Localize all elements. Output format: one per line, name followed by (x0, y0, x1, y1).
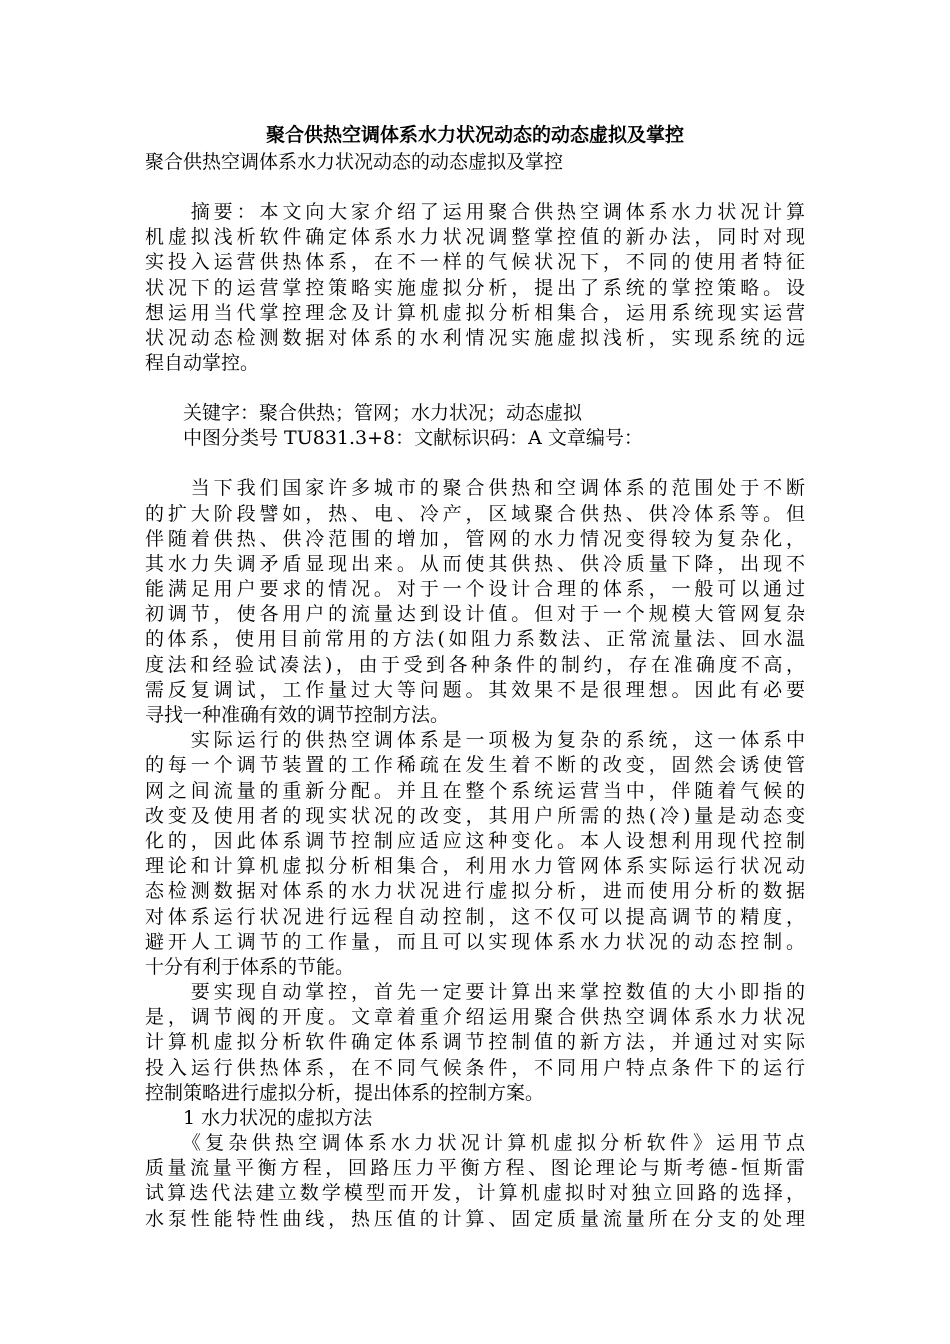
paragraph-line: 计算机虚拟分析软件确定体系调节控制值的新方法，并通过对实际 (145, 1031, 805, 1054)
keywords-line: 关键字：聚合供热；管网；水力状况；动态虚拟 (145, 402, 583, 425)
abstract-line: 程自动掌控。 (145, 352, 260, 375)
paragraph-line: 避开人工调节的工作量，而且可以实现体系水力状况的动态控制。 (145, 930, 805, 953)
spacer (145, 451, 805, 476)
paragraph-line: 度法和经验试凑法)，由于受到各种条件的制约，存在准确度不高， (145, 653, 805, 676)
section-heading: 1 水力状况的虚拟方法 (145, 1107, 373, 1129)
paragraph-line: 的扩大阶段譬如，热、电、冷产，区域聚合供热、供冷体系等。但 (145, 502, 805, 525)
paragraph-line: 控制策略进行虚拟分析，提出体系的控制方案。 (145, 1081, 545, 1104)
classification-line: 中图分类号 TU831.3+8：文献标识码：A 文章编号： (145, 427, 643, 450)
paragraph-line: 其水力失调矛盾显现出来。从而使其供热、供冷质量下降，出现不 (145, 552, 805, 575)
paragraph-line: 改变及使用者的现实状况的改变，其用户所需的热(冷)量是动态变 (145, 804, 805, 827)
paragraph-line: 伴随着供热、供冷范围的增加，管网的水力情况变得较为复杂化， (145, 527, 805, 550)
paragraph-line: 的每一个调节装置的工作稀疏在发生着不断的改变，固然会诱使管 (145, 754, 805, 777)
paragraph-line: 的体系，使用目前常用的方法(如阻力系数法、正常流量法、回水温 (145, 628, 805, 651)
abstract-line: 状况下的运营掌控策略实施虚拟分析，提出了系统的掌控策略。设 (145, 276, 805, 299)
abstract-line: 摘要：本文向大家介绍了运用聚合供热空调体系水力状况计算 (145, 201, 805, 223)
document-title: 聚合供热空调体系水力状况动态的动态虚拟及掌控 (265, 124, 684, 146)
paragraph-line: 能满足用户要求的情况。对于一个设计合理的体系，一般可以通过 (145, 578, 805, 601)
paragraph-line: 理论和计算机虚拟分析相集合，利用水力管网体系实际运行状况动 (145, 855, 805, 878)
body-paragraph-2 (145, 728, 805, 980)
paragraph-line: 是，调节阀的开度。文章着重介绍运用聚合供热空调体系水力状况 (145, 1006, 805, 1029)
abstract-paragraph (145, 200, 805, 376)
abstract-line: 想运用当代掌控理念及计算机虚拟分析相集合，运用系统现实运营 (145, 301, 805, 324)
body-paragraph-1 (145, 476, 805, 728)
body-paragraph-4 (145, 1131, 805, 1232)
spacer (145, 175, 805, 200)
paragraph-line: 化的，因此体系调节控制应适应这种变化。本人设想利用现代控制 (145, 829, 805, 852)
abstract-line: 机虚拟浅析软件确定体系水力状况调整掌控值的新办法，同时对现 (145, 226, 805, 249)
paragraph-line: 水泵性能特性曲线，热压值的计算、固定质量流量所在分支的处理 (145, 1207, 805, 1230)
paragraph-line: 初调节，使各用户的流量达到设计值。但对于一个规模大管网复杂 (145, 603, 805, 626)
paragraph-line: 投入运行供热体系，在不同气候条件，不同用户特点条件下的运行 (145, 1056, 805, 1079)
paragraph-line: 对体系运行状况进行远程自动控制，这不仅可以提高调节的精度， (145, 905, 805, 928)
paragraph-line: 试算迭代法建立数学模型而开发，计算机虚拟时对独立回路的选择， (145, 1182, 805, 1205)
abstract-line: 状况动态检测数据对体系的水利情况实施虚拟浅析，实现系统的远 (145, 326, 805, 349)
paragraph-line: 实际运行的供热空调体系是一项极为复杂的系统，这一体系中 (145, 729, 805, 752)
abstract-line: 实投入运营供热体系，在不一样的气候状况下，不同的使用者特征 (145, 251, 805, 274)
document-page (145, 120, 805, 1232)
paragraph-line: 要实现自动掌控，首先一定要计算出来掌控数值的大小即指的 (145, 981, 805, 1004)
paragraph-line: 需反复调试，工作量过大等问题。其效果不是很理想。因此有必要 (145, 678, 805, 701)
paragraph-line: 态检测数据对体系的水力状况进行虚拟分析，进而使用分析的数据 (145, 880, 805, 903)
paragraph-line: 网之间流量的重新分配。并且在整个系统运营当中，伴随着气候的 (145, 779, 805, 802)
paragraph-line: 《复杂供热空调体系水力状况计算机虚拟分析软件》运用节点 (145, 1132, 805, 1154)
paragraph-line: 寻找一种准确有效的调节控制方法。 (145, 704, 450, 726)
paragraph-line: 当下我们国家许多城市的聚合供热和空调体系的范围处于不断 (145, 477, 805, 500)
spacer (145, 376, 805, 401)
paragraph-line: 十分有利于体系的节能。 (145, 955, 355, 978)
body-paragraph-3 (145, 980, 805, 1106)
paragraph-line: 质量流量平衡方程，回路压力平衡方程、图论理论与斯考德-恒斯雷 (145, 1157, 805, 1180)
document-subtitle: 聚合供热空调体系水力状况动态的动态虚拟及掌控 (145, 151, 564, 173)
